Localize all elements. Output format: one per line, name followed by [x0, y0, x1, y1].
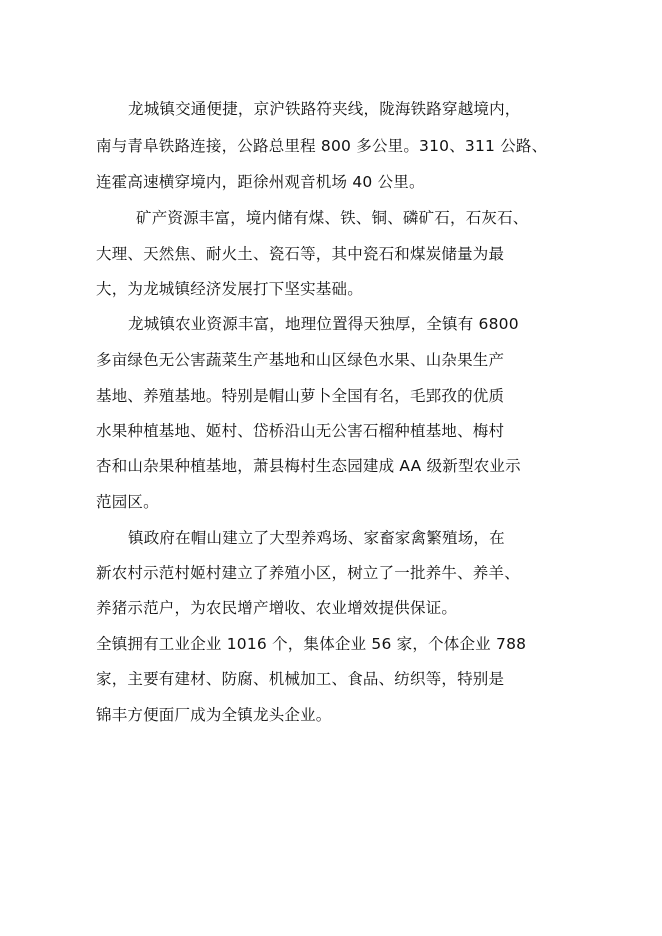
text-line: 新农村示范村姬村建立了养殖小区，树立了一批养牛、养羊、: [96, 564, 520, 582]
text-line: 养猪示范户，为农民增产增收、农业增效提供保证。: [96, 599, 458, 617]
text-line: 水果种植基地、姬村、岱桥沿山无公害石榴种植基地、梅村: [96, 422, 505, 440]
text-line: 锦丰方便面厂成为全镇龙头企业。: [96, 706, 332, 724]
text-line: 杏和山杂果种植基地，萧县梅村生态园建成 AA 级新型农业示: [96, 457, 521, 475]
text-line: 龙城镇农业资源丰富，地理位置得天独厚，全镇有 6800: [128, 315, 519, 333]
text-line: 大，为龙城镇经济发展打下坚实基础。: [96, 280, 363, 298]
text-line: 全镇拥有工业企业 1016 个，集体企业 56 家，个体企业 788: [96, 635, 527, 653]
text-line: 范园区。: [96, 493, 159, 511]
text-line: 龙城镇交通便捷，京沪铁路符夹线，陇海铁路穿越境内，: [128, 100, 521, 118]
text-line: 大理、天然焦、耐火土、瓷石等，其中瓷石和煤炭储量为最: [96, 245, 505, 263]
text-line: 基地、养殖基地。特别是帽山萝卜全国有名，毛郢孜的优质: [96, 387, 505, 405]
text-line: 南与青阜铁路连接，公路总里程 800 多公里。310、311 公路、: [96, 137, 548, 155]
text-line: 多亩绿色无公害蔬菜生产基地和山区绿色水果、山杂果生产: [96, 351, 505, 369]
text-line: 连霍高速横穿境内，距徐州观音机场 40 公里。: [96, 173, 425, 191]
text-line: 镇政府在帽山建立了大型养鸡场、家畜家禽繁殖场，在: [128, 529, 505, 547]
text-line: 家，主要有建材、防腐、机械加工、食品、纺织等，特别是: [96, 670, 505, 688]
text-line: 矿产资源丰富，境内储有煤、铁、铜、磷矿石，石灰石、: [136, 209, 529, 227]
